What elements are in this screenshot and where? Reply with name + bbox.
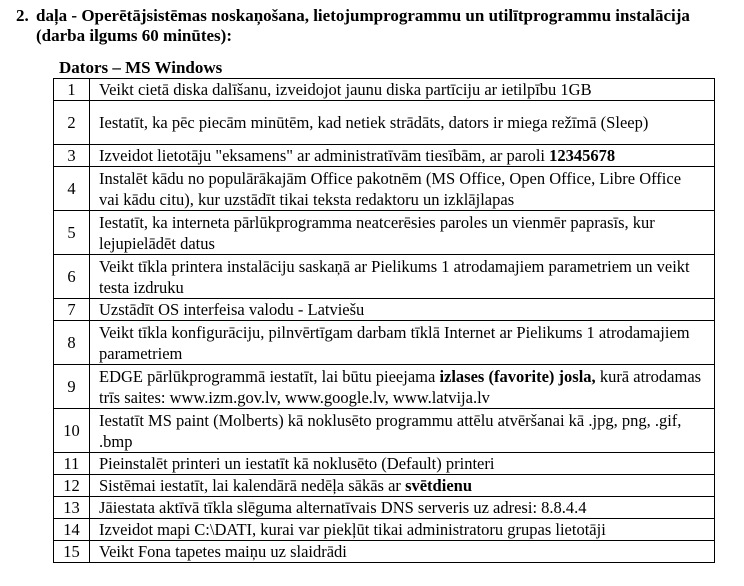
task-description [90, 365, 715, 409]
task-description [90, 101, 715, 145]
task-number: 10 [54, 409, 90, 453]
task-text: EDGE pārlūkprogrammā iestatīt, lai būtu pieejama [99, 366, 440, 386]
task-text: Izveidot lietotāju "eksamens" ar administratīvām tiesībām, ar paroli [99, 146, 550, 165]
task-number: 8 [54, 321, 90, 365]
task-text: Iestatīt MS paint (Molberts) kā noklusēto programmu attēlu atvēršanai kā .jpg, png, .gif, .bmp [99, 410, 682, 451]
task-text: Sistēmai iestatīt, lai kalendārā nedēļa sākās ar [99, 476, 406, 495]
task-text: Jāiestata aktīvā tīkla slēguma alternatīvais DNS serveris uz adresi: 8.8.4.4 [99, 498, 587, 517]
task-description [90, 145, 715, 167]
task-number: 15 [54, 541, 90, 563]
task-number: 11 [54, 453, 90, 475]
table-row [54, 255, 715, 299]
task-number: 13 [54, 497, 90, 519]
task-text: Izveidot mapi C:\DATI, kurai var piekļūt tikai administratoru grupas lietotāji [99, 520, 606, 539]
task-description [90, 519, 715, 541]
task-text: Instalēt kādu no populārākajām Office pakotnēm (MS Office, Open Office, Libre Office vai kādu citu), kur uzstādīt tikai teksta redaktoru un izklājlapas [99, 168, 682, 209]
task-number: 1 [54, 79, 90, 101]
task-number: 2 [54, 101, 90, 145]
task-number: 7 [54, 299, 90, 321]
task-text-bold: svētdienu [405, 476, 472, 495]
table-row [54, 211, 715, 255]
task-description [90, 211, 715, 255]
task-text: Veikt tīkla konfigurāciju, pilnvērtīgam darbam tīklā Internet ar Pielikums 1 atrodamajiem parametriem [99, 322, 690, 363]
table-row [54, 101, 715, 145]
table-row [54, 453, 715, 475]
table-row [54, 145, 715, 167]
task-number: 5 [54, 211, 90, 255]
task-number: 9 [54, 365, 90, 409]
task-text-bold: izlases (favorite) josla, [439, 366, 596, 386]
task-description [90, 255, 715, 299]
table-row [54, 519, 715, 541]
task-text: Veikt tīkla printera instalāciju saskaņā ar Pielikums 1 atrodamajiem parametriem un veikt testa izdruku [99, 256, 690, 297]
table-row [54, 497, 715, 519]
task-description [90, 79, 715, 101]
task-text-bold: 12345678 [549, 146, 616, 165]
section-title: daļa - Operētājsistēmas noskaņošana, lietojumprogrammu un utilītprogrammu instalācija (darba ilgums 60 minūtes): [36, 6, 690, 45]
table-row [54, 79, 715, 101]
task-number: 12 [54, 475, 90, 497]
table-row [54, 321, 715, 365]
table-row [54, 475, 715, 497]
task-text: Pieinstalēt printeri un iestatīt kā noklusēto (Default) printeri [99, 454, 495, 473]
table-row [54, 299, 715, 321]
table-row [54, 541, 715, 563]
table-row [54, 167, 715, 211]
table-row [54, 409, 715, 453]
section-number: 2. [16, 6, 29, 25]
task-text: Veikt cietā diska dalīšanu, izveidojot jaunu diska partīciju ar ietilpību 1GB [99, 80, 592, 99]
task-text: Iestatīt, ka pēc piecām minūtēm, kad netiek strādāts, dators ir miega režīmā (Sleep) [99, 113, 649, 132]
task-description [90, 409, 715, 453]
task-description [90, 497, 715, 519]
task-number: 14 [54, 519, 90, 541]
task-text: Uzstādīt OS interfeisa valodu - Latviešu [99, 300, 365, 319]
task-text: kurā atrodamas trīs saites: www.izm.gov.lv, www.google.lv, www.latvija.lv [99, 366, 702, 407]
task-text: Iestatīt, ka interneta pārlūkprogramma neatcerēsies paroles un vienmēr paprasīs, kur lejupielādēt datus [99, 212, 655, 253]
task-description [90, 167, 715, 211]
task-description [90, 453, 715, 475]
task-description [90, 321, 715, 365]
section-heading [16, 6, 736, 46]
task-table [53, 78, 715, 563]
task-description [90, 541, 715, 563]
table-caption: Dators – MS Windows [59, 58, 223, 77]
table-row [54, 365, 715, 409]
task-number: 3 [54, 145, 90, 167]
task-text: Veikt Fona tapetes maiņu uz slaidrādi [99, 542, 347, 561]
task-description [90, 299, 715, 321]
task-number: 4 [54, 167, 90, 211]
task-description [90, 475, 715, 497]
task-number: 6 [54, 255, 90, 299]
